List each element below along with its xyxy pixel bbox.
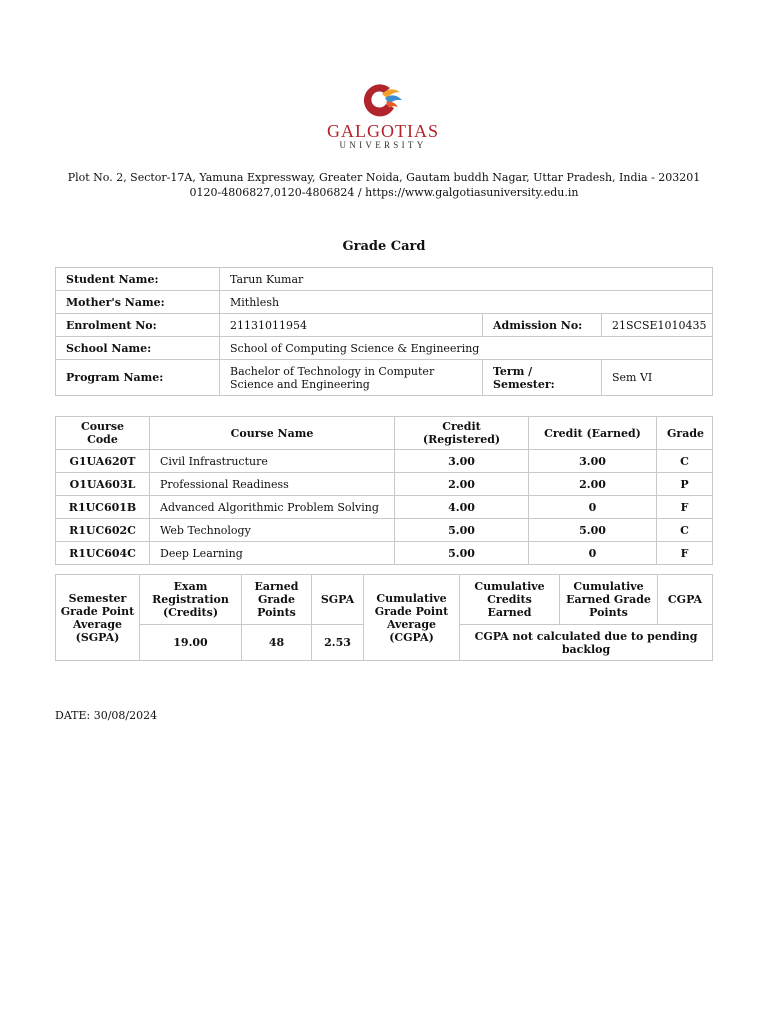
course-code: G1UA620T xyxy=(56,450,150,473)
grade: F xyxy=(657,542,713,565)
course-code: R1UC604C xyxy=(56,542,150,565)
logo-name: GALGOTIAS xyxy=(327,121,439,141)
program-value: Bachelor of Technology in Computer Science and Engineering xyxy=(220,360,483,396)
mother-name-value: Mithlesh xyxy=(220,291,713,314)
term-label: Term / Semester: xyxy=(483,360,602,396)
course-code: R1UC602C xyxy=(56,519,150,542)
school-value: School of Computing Science & Engineering xyxy=(220,337,713,360)
student-name-label: Student Name: xyxy=(56,268,220,291)
student-info-table xyxy=(55,267,713,396)
credit-registered: 5.00 xyxy=(395,542,529,565)
issue-date: DATE: 30/08/2024 xyxy=(55,709,158,722)
course-code: O1UA603L xyxy=(56,473,150,496)
credit-registered: 5.00 xyxy=(395,519,529,542)
logo-emblem-icon xyxy=(360,80,406,120)
course-name: Deep Learning xyxy=(150,542,395,565)
cumulative-points-header: Cumulative Earned Grade Points xyxy=(560,575,658,625)
table-row xyxy=(56,473,713,496)
credit-earned: 2.00 xyxy=(529,473,657,496)
program-label: Program Name: xyxy=(56,360,220,396)
school-label: School Name: xyxy=(56,337,220,360)
grade: C xyxy=(657,519,713,542)
exam-registration-header: Exam Registration (Credits) xyxy=(140,575,242,625)
admission-value: 21SCSE1010435 xyxy=(602,314,713,337)
credit-registered: 4.00 xyxy=(395,496,529,519)
contact-line: 0120-4806827,0120-4806824 / https://www.galgotiasuniversity.edu.in xyxy=(189,185,579,199)
grade: C xyxy=(657,450,713,473)
course-name: Professional Readiness xyxy=(150,473,395,496)
enrolment-label: Enrolment No: xyxy=(56,314,220,337)
table-row xyxy=(56,575,713,625)
admission-label: Admission No: xyxy=(483,314,602,337)
table-header-row xyxy=(56,417,713,450)
table-row xyxy=(56,337,713,360)
earned-grade-points-header: Earned Grade Points xyxy=(242,575,312,625)
course-name: Civil Infrastructure xyxy=(150,450,395,473)
credit-earned: 0 xyxy=(529,542,657,565)
credit-earned: 5.00 xyxy=(529,519,657,542)
term-value: Sem VI xyxy=(602,360,713,396)
table-row xyxy=(56,360,713,396)
university-logo xyxy=(323,80,443,164)
course-name: Web Technology xyxy=(150,519,395,542)
table-row xyxy=(56,291,713,314)
earned-grade-points-value: 48 xyxy=(242,625,312,661)
sgpa-heading: Semester Grade Point Average (SGPA) xyxy=(56,575,140,661)
table-row xyxy=(56,496,713,519)
course-code: R1UC601B xyxy=(56,496,150,519)
table-row xyxy=(56,268,713,291)
enrolment-value: 21131011954 xyxy=(220,314,483,337)
table-row xyxy=(56,542,713,565)
logo-subtitle: UNIVERSITY xyxy=(339,140,427,150)
credit-earned: 0 xyxy=(529,496,657,519)
column-header: Credit (Earned) xyxy=(529,417,657,450)
sgpa-header: SGPA xyxy=(312,575,364,625)
courses-table xyxy=(55,416,713,565)
address-line: Plot No. 2, Sector-17A, Yamuna Expressway, Greater Noida, Gautam buddh Nagar, Uttar Pradesh, India - 203201 xyxy=(67,171,701,184)
column-header: Course Code xyxy=(56,417,150,450)
page-title: Grade Card xyxy=(342,239,426,254)
column-header: Course Name xyxy=(150,417,395,450)
cgpa-header: CGPA xyxy=(658,575,713,625)
grade: P xyxy=(657,473,713,496)
credit-registered: 2.00 xyxy=(395,473,529,496)
course-name: Advanced Algorithmic Problem Solving xyxy=(150,496,395,519)
cumulative-credits-header: Cumulative Credits Earned xyxy=(460,575,560,625)
sgpa-value: 2.53 xyxy=(312,625,364,661)
student-name-value: Tarun Kumar xyxy=(220,268,713,291)
cgpa-note: CGPA not calculated due to pending backlog xyxy=(460,625,713,661)
gpa-summary-table xyxy=(55,574,713,661)
mother-name-label: Mother's Name: xyxy=(56,291,220,314)
column-header: Grade xyxy=(657,417,713,450)
table-row xyxy=(56,314,713,337)
table-row xyxy=(56,519,713,542)
exam-registration-value: 19.00 xyxy=(140,625,242,661)
credit-earned: 3.00 xyxy=(529,450,657,473)
university-address xyxy=(40,171,728,200)
grade: F xyxy=(657,496,713,519)
column-header: Credit (Registered) xyxy=(395,417,529,450)
table-row xyxy=(56,450,713,473)
credit-registered: 3.00 xyxy=(395,450,529,473)
cgpa-heading: Cumulative Grade Point Average (CGPA) xyxy=(364,575,460,661)
